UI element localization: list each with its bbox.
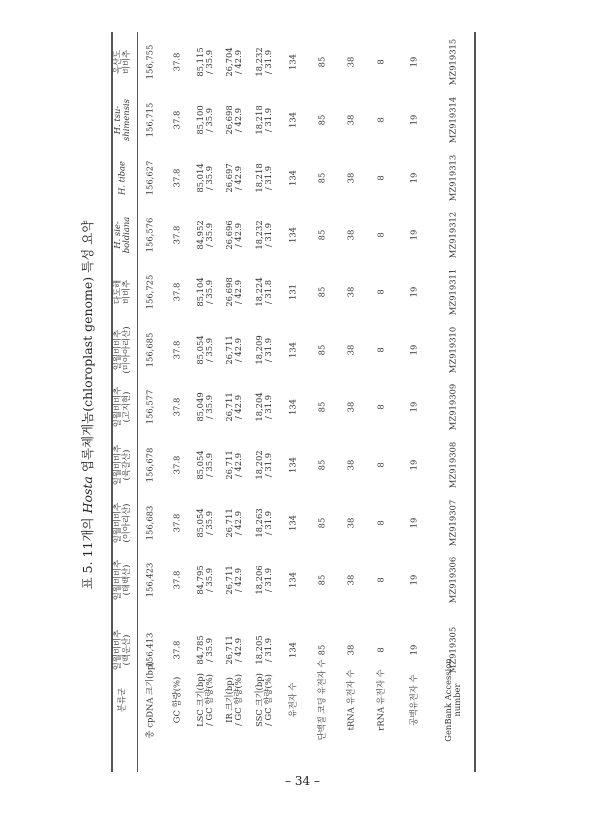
- table-cell: 38: [345, 229, 356, 241]
- table-cell: 18,232 / 31.9: [253, 220, 273, 250]
- table-cell: 85: [316, 114, 327, 126]
- column-header: 일월비비추 (육갈산): [111, 444, 131, 486]
- table-header-rule: [137, 32, 138, 772]
- table-cell: 37.8: [171, 570, 182, 590]
- table-cell: 134: [287, 170, 298, 186]
- page-number: – 34 –: [285, 774, 320, 788]
- table-cell: 85: [316, 517, 327, 529]
- table-cell: 85,049 / 35.9: [194, 392, 214, 422]
- table-cell: 85,104 / 35.9: [194, 277, 214, 307]
- table-cell: 85,054 / 35.9: [194, 335, 214, 365]
- table-cell: 18,232 / 31.9: [253, 47, 273, 77]
- table-cell: 19: [408, 114, 419, 126]
- table-cell: 38: [345, 286, 356, 298]
- table-cell: 38: [345, 401, 356, 413]
- table-cell: 37.8: [171, 168, 182, 188]
- table-cell: MZ919313: [447, 154, 458, 202]
- table-cell: 156,627: [144, 160, 155, 196]
- table-cell: 18,204 / 31.9: [253, 392, 273, 422]
- table-cell: 18,205 / 31.9: [253, 635, 273, 665]
- table-cell: 8: [375, 289, 386, 295]
- table-cell: 18,209 / 31.9: [253, 335, 273, 365]
- table-cell: 18,224 / 31.8: [253, 277, 273, 307]
- table-cell: 19: [408, 459, 419, 471]
- table-cell: 8: [375, 175, 386, 181]
- row-label: tRNA 유전자 수: [345, 669, 356, 731]
- table-cell: 37.8: [171, 340, 182, 360]
- table-cell: 18,263 / 31.9: [253, 508, 273, 538]
- table-cell: 134: [287, 572, 298, 588]
- table-cell: 8: [375, 520, 386, 526]
- table-cell: 85,054 / 35.9: [194, 450, 214, 480]
- row-label: LSC 크기(bp) / GC 함량(%): [194, 673, 214, 727]
- table-cell: 37.8: [171, 225, 182, 245]
- table-cell: 26,711 / 42.9: [223, 392, 243, 422]
- table-cell: 84,795 / 35.9: [194, 565, 214, 595]
- table-cell: 26,711 / 42.9: [223, 335, 243, 365]
- table-cell: 37.8: [171, 52, 182, 72]
- table-cell: 37.8: [171, 397, 182, 417]
- table-cell: 134: [287, 457, 298, 473]
- table-cell: 134: [287, 54, 298, 70]
- table-cell: 8: [375, 462, 386, 468]
- corner-header: 분류군: [116, 687, 127, 713]
- table-cell: 26,698 / 42.9: [223, 277, 243, 307]
- table-cell: 156,413: [144, 632, 155, 668]
- column-header: 일월비비추 (태백산): [111, 559, 131, 601]
- table-cell: 19: [408, 517, 419, 529]
- table-cell: 8: [375, 404, 386, 410]
- table-cell: 134: [287, 227, 298, 243]
- column-header: H. tibae: [116, 161, 127, 195]
- column-header: 일월비비추 (이아리산): [111, 502, 131, 544]
- table-cell: 38: [345, 644, 356, 656]
- table-cell: 8: [375, 117, 386, 123]
- table-cell: 26,711 / 42.9: [223, 635, 243, 665]
- table-cell: 26,711 / 42.9: [223, 565, 243, 595]
- table-cell: 8: [375, 577, 386, 583]
- table-cell: 134: [287, 342, 298, 358]
- table-cell: 156,755: [144, 44, 155, 80]
- table-cell: MZ919314: [447, 96, 458, 144]
- table-cell: 19: [408, 574, 419, 586]
- table-cell: 18,202 / 31.9: [253, 450, 273, 480]
- column-header: 일월비비추 (미아아리산): [111, 326, 131, 374]
- table-cell: 19: [408, 229, 419, 241]
- row-label: rRNA 유전자 수: [375, 669, 386, 731]
- table-cell: 85: [316, 574, 327, 586]
- table-cell: 85,115 / 35.9: [194, 47, 214, 77]
- row-label: 공백유전자 수: [408, 674, 419, 726]
- column-header: H. tsu- shimensis: [111, 99, 131, 141]
- table-cell: 19: [408, 644, 419, 656]
- table-cell: 156,423: [144, 562, 155, 598]
- table-cell: 85,054 / 35.9: [194, 508, 214, 538]
- table-cell: 8: [375, 347, 386, 353]
- table-cell: 38: [345, 114, 356, 126]
- table-cell: 85: [316, 459, 327, 471]
- table-cell: 156,685: [144, 332, 155, 368]
- row-label: 단백질 코딩 유전자 수: [316, 659, 327, 741]
- table-cell: 26,697 / 42.9: [223, 163, 243, 193]
- table-cell: 156,683: [144, 505, 155, 541]
- table-cell: 134: [287, 515, 298, 531]
- row-label: 유전자 수: [287, 682, 298, 718]
- row-label: SSC 크기(bp) / GC 함량(%): [253, 673, 273, 727]
- table-cell: 38: [345, 517, 356, 529]
- table-cell: 37.8: [171, 640, 182, 660]
- table-cell: 8: [375, 647, 386, 653]
- table-cell: 156,715: [144, 102, 155, 138]
- row-label: GC 함량(%): [171, 676, 182, 724]
- table-cell: 85: [316, 344, 327, 356]
- table-cell: 26,711 / 42.9: [223, 508, 243, 538]
- table-cell: 26,696 / 42.9: [223, 220, 243, 250]
- table-cell: 38: [345, 172, 356, 184]
- table-cell: 85: [316, 286, 327, 298]
- column-header: 일월비비추 (고지현): [111, 386, 131, 428]
- table-cell: 84,785 / 35.9: [194, 635, 214, 665]
- table-cell: 156,678: [144, 447, 155, 483]
- table-cell: 85: [316, 172, 327, 184]
- table-cell: 37.8: [171, 282, 182, 302]
- table-cell: 26,711 / 42.9: [223, 450, 243, 480]
- table-cell: MZ919305: [447, 626, 458, 674]
- table-cell: 38: [345, 574, 356, 586]
- table-cell: 38: [345, 344, 356, 356]
- table-cell: MZ919309: [447, 383, 458, 431]
- table-cell: 26,698 / 42.9: [223, 105, 243, 135]
- column-header: 다도해 비비추: [111, 279, 131, 305]
- column-header: 일월비비추 (백운산): [111, 629, 131, 671]
- table-cell: 85: [316, 401, 327, 413]
- table-cell: 85: [316, 229, 327, 241]
- table-cell: MZ919307: [447, 499, 458, 547]
- table-cell: 19: [408, 172, 419, 184]
- table-cell: 85,100 / 35.9: [194, 105, 214, 135]
- table-cell: 19: [408, 401, 419, 413]
- row-label: IR 크기(bp) / GC 함량(%): [223, 674, 243, 726]
- table-cell: MZ919312: [447, 211, 458, 259]
- table-cell: 85,014 / 35.9: [194, 163, 214, 193]
- table-cell: 18,206 / 31.9: [253, 565, 273, 595]
- table-cell: 8: [375, 232, 386, 238]
- table-cell: 156,577: [144, 389, 155, 425]
- column-header: H. sie- boldiana: [111, 216, 131, 254]
- table-cell: 19: [408, 286, 419, 298]
- table-cell: 134: [287, 642, 298, 658]
- table-cell: 134: [287, 112, 298, 128]
- table-cell: 38: [345, 459, 356, 471]
- table-cell: 131: [287, 284, 298, 300]
- table-cell: MZ919315: [447, 38, 458, 86]
- table-cell: 26,704 / 42.9: [223, 47, 243, 77]
- table-cell: MZ919306: [447, 556, 458, 604]
- row-label: GenBank Accession number: [442, 658, 462, 742]
- table-cell: 38: [345, 56, 356, 68]
- table-cell: 8: [375, 59, 386, 65]
- caption-text: 표 5. 11개의 Hosta 엽록체게놈(chloroplast genome) 특성 요약: [80, 220, 96, 590]
- column-header: 옥산도 비비추: [111, 49, 131, 75]
- table-cell: 19: [408, 344, 419, 356]
- table-cell: 84,952 / 35.9: [194, 220, 214, 250]
- table-cell: 37.8: [171, 455, 182, 475]
- table-cell: 134: [287, 399, 298, 415]
- table-cell: 19: [408, 56, 419, 68]
- table-cell: 37.8: [171, 513, 182, 533]
- table-cell: 85: [316, 644, 327, 656]
- caption-genus: Hosta: [80, 476, 96, 514]
- table-caption: [81, 221, 95, 590]
- table-cell: MZ919311: [447, 268, 458, 316]
- table-cell: MZ919310: [447, 326, 458, 374]
- row-label: 총 cpDNA 크기(bp): [144, 661, 155, 739]
- table-cell: 156,576: [144, 217, 155, 253]
- table-bottom-rule: [474, 32, 476, 772]
- table-cell: 156,725: [144, 274, 155, 310]
- table-cell: 85: [316, 56, 327, 68]
- table-cell: MZ919308: [447, 441, 458, 489]
- table-cell: 18,218 / 31.9: [253, 163, 273, 193]
- table-cell: 18,218 / 31.9: [253, 105, 273, 135]
- table-cell: 37.8: [171, 110, 182, 130]
